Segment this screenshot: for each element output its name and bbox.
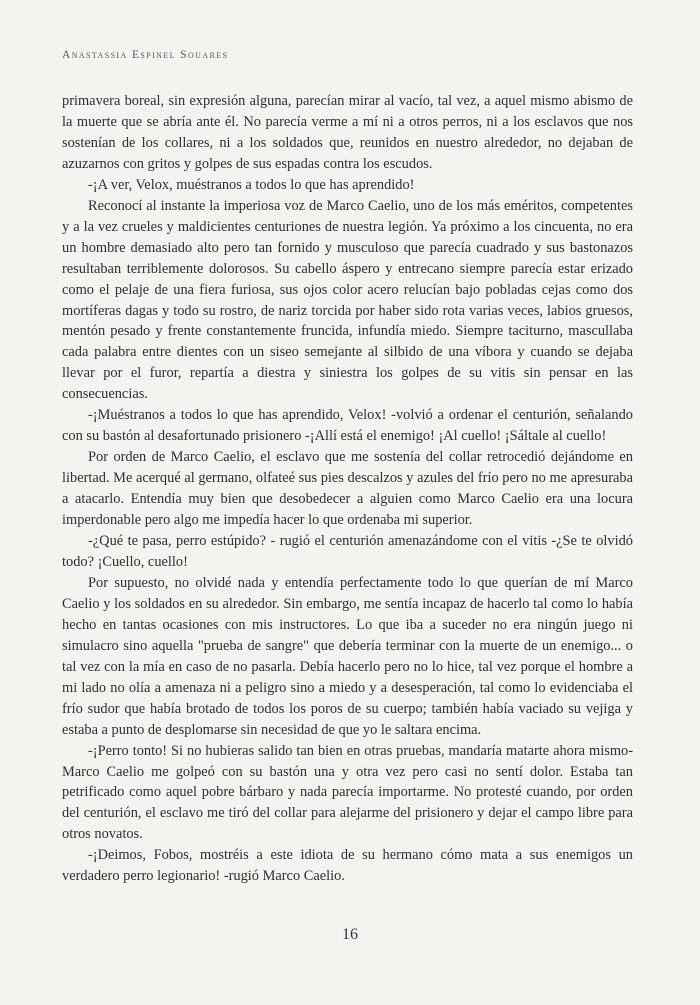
paragraph: -¡A ver, Velox, muéstranos a todos lo que has aprendido! — [88, 176, 415, 193]
paragraph: -¿Qué te pasa, perro estúpido? - rugió el centurión amenazándome con el vitis -¿Se te olvidó todo? ¡Cuello, cuello! — [62, 533, 633, 570]
paragraph: Por orden de Marco Caelio, el esclavo que me sostenía del collar retrocedió dejándome en libertad. Me acerqué al germano, olfateé sus pies descalzos y azules del frío pero no me apresuraba a atacarlo. Entendía muy bien que desobedecer a alguien como Marco Caelio era una locura imperdonable pero algo me impedía hacer lo que ordenaba mi superior. — [62, 449, 633, 529]
paragraph: -¡Perro tonto! Si no hubieras salido tan bien en otras pruebas, mandaría matarte ahora mismo- Marco Caelio me golpeó con su bastón una y otra vez pero casi no sentí dolor. Estaba tan petrificado como aquel pobre bárbaro y nada parecía importarme. No protesté cuando, por orden del centurión, el esclavo me tiró del collar para alejarme del prisionero y dejar el campo libre para otros novatos. — [62, 742, 633, 843]
paragraph: -¡Deimos, Fobos, mostréis a este idiota de su hermano cómo mata a sus enemigos un verdadero perro legionario! -rugió Marco Caelio. — [62, 847, 633, 885]
paragraph: -¡Muéstranos a todos lo que has aprendido, Velox! -volvió a ordenar el centurión, señalando con su bastón al desafortunado prisionero -¡Allí está el enemigo! ¡Al cuello! ¡Sáltale al cuello! — [62, 407, 633, 445]
paragraph: Reconocí al instante la imperiosa voz de Marco Caelio, uno de los más eméritos, competentes y a la vez crueles y maldicientes centuriones de nuestra legión. Ya próximo a los cincuenta, no era un hombre demasiado alto pero tan fornido y musculoso que parecía cuadrado y sus bastonazos resultaban terriblemente dolorosos. Su cabello áspero y entrecano siempre parecía estar erizado como el pelaje de una fiera furiosa, sus ojos color acero relucían bajo pobladas cejas como dos mortíferas dagas y todo su rostro, de nariz torcida por haber sido rota varias veces, labios gruesos, mentón pesado y frente constantemente fruncida, infundía miedo. Siempre taciturno, mascullaba cada palabra entre dientes con un siseo semejante al silbido de una víbora y cuando se dejaba llevar por el furor, repartía a diestra y siniestra los golpes de su vitis sin pensar en las consecuencias. — [62, 197, 633, 403]
running-head: Anastassia Espinel Souares — [62, 49, 229, 61]
paragraph: primavera boreal, sin expresión alguna, parecían mirar al vacío, tal vez, a aquel mismo abismo de la muerte que se abría ante él. No parecía verme a mí ni a otros perros, ni a los esclavos que nos sostenían de los collares, ni a los soldados que, reunidos en nuestro alrededor, no dejaban de azuzarnos con gritos y golpes de sus espadas contra los escudos. — [62, 93, 633, 172]
body-text — [62, 91, 633, 887]
page-number: 16 — [342, 926, 358, 943]
paragraph: Por supuesto, no olvidé nada y entendía perfectamente todo lo que querían de mí Marco Caelio y los soldados en su alrededor. Sin embargo, me sentía incapaz de hacerlo tal como lo había hecho en tantas ocasiones con mis instructores. Lo que iba a suceder no era ningún juego ni simulacro sino aquella "prueba de sangre" que debería terminar con la muerte de un enemigo... o tal vez con la mía en caso de no pasarla. Debía hacerlo pero no lo hice, tal vez porque el hombre a mi lado no olía a amenaza ni a peligro sino a miedo y a desesperación, tal como lo evidenciaba el frío sudor que había brotado de todos los poros de su cuerpo; también había vaciado su vejiga y estaba a punto de desplomarse sin necesidad de que yo le saltara encima. — [62, 574, 633, 738]
